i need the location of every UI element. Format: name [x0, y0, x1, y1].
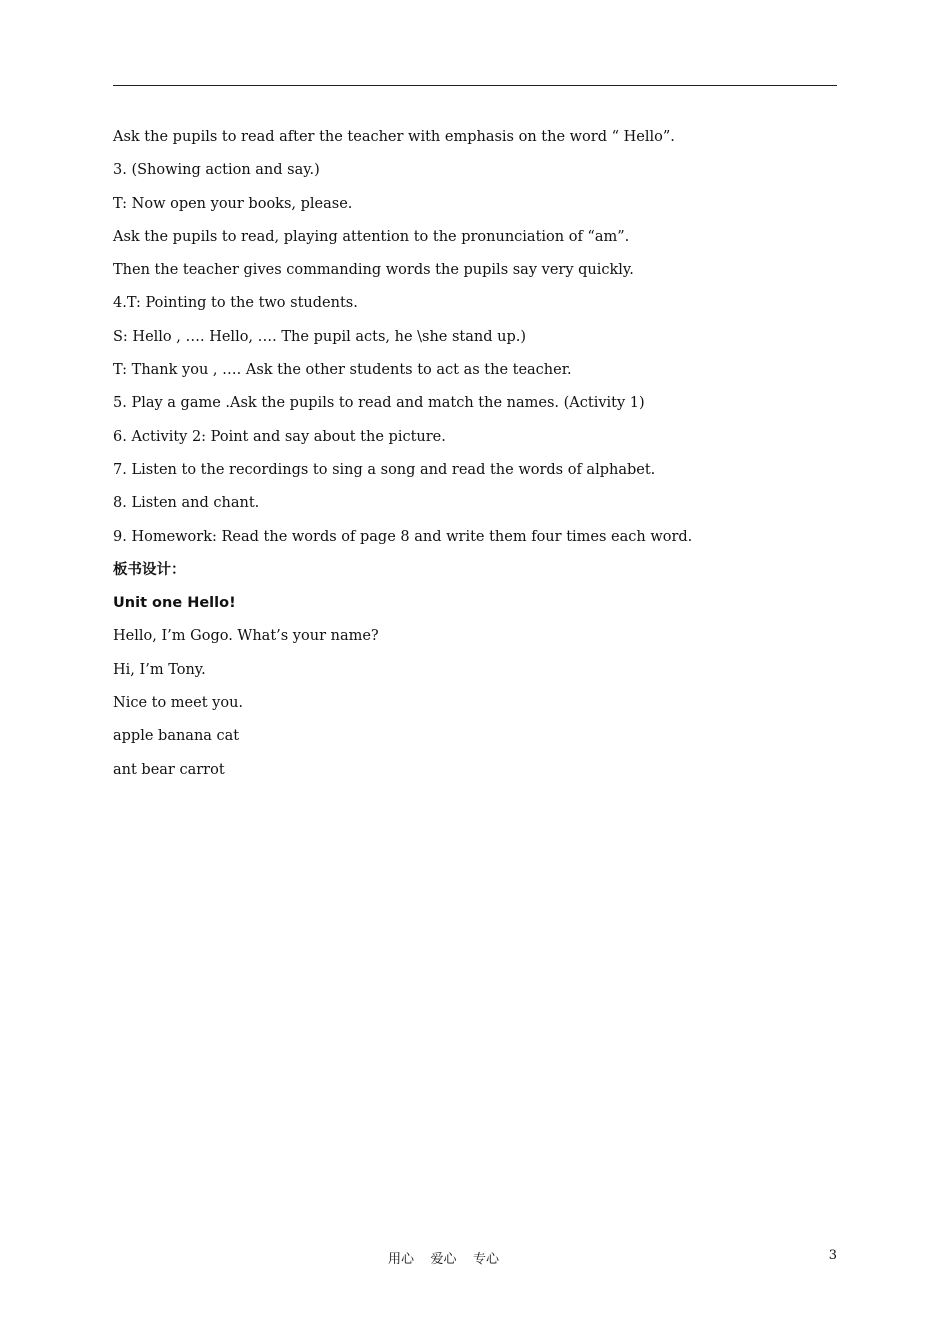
board-line: ant bear carrot — [113, 761, 225, 778]
body-line: 7. Listen to the recordings to sing a song and read the words of alphabet. — [113, 461, 656, 478]
board-line: Hello, I’m Gogo. What’s your name? — [113, 628, 379, 645]
body-line: 3. (Showing action and say.) — [113, 162, 320, 179]
header-rule — [113, 85, 837, 86]
board-line: apple banana cat — [113, 728, 240, 745]
body-line: Then the teacher gives commanding words the pupils say very quickly. — [113, 262, 634, 279]
body-line: T: Now open your books, please. — [113, 195, 353, 212]
body-line: 5. Play a game .Ask the pupils to read and match the names. (Activity 1) — [113, 395, 645, 412]
page-number: 3 — [828, 1248, 837, 1263]
body-line: Ask the pupils to read after the teacher with emphasis on the word “ Hello”. — [113, 129, 675, 145]
board-line: Nice to meet you. — [113, 695, 244, 712]
page-footer — [0, 1248, 950, 1270]
document-body — [113, 126, 837, 792]
body-line: T: Thank you , …. Ask the other students to act as the teacher. — [113, 362, 572, 379]
footer-motto: 用心 爱心 专心 — [388, 1252, 500, 1267]
body-line: 6. Activity 2: Point and say about the picture. — [113, 428, 446, 445]
body-line: S: Hello , …. Hello, …. The pupil acts, he \she stand up.) — [113, 328, 527, 345]
body-line: 4.T: Pointing to the two students. — [113, 295, 358, 312]
board-line: Hi, I’m Tony. — [113, 661, 206, 678]
body-line: Ask the pupils to read, playing attention to the pronunciation of “am”. — [113, 228, 630, 245]
unit-title: Unit one Hello! — [113, 595, 236, 612]
body-line: 9. Homework: Read the words of page 8 and write them four times each word. — [113, 528, 693, 545]
body-line: 8. Listen and chant. — [113, 495, 260, 512]
blackboard-design-heading: 板书设计： — [113, 561, 186, 578]
